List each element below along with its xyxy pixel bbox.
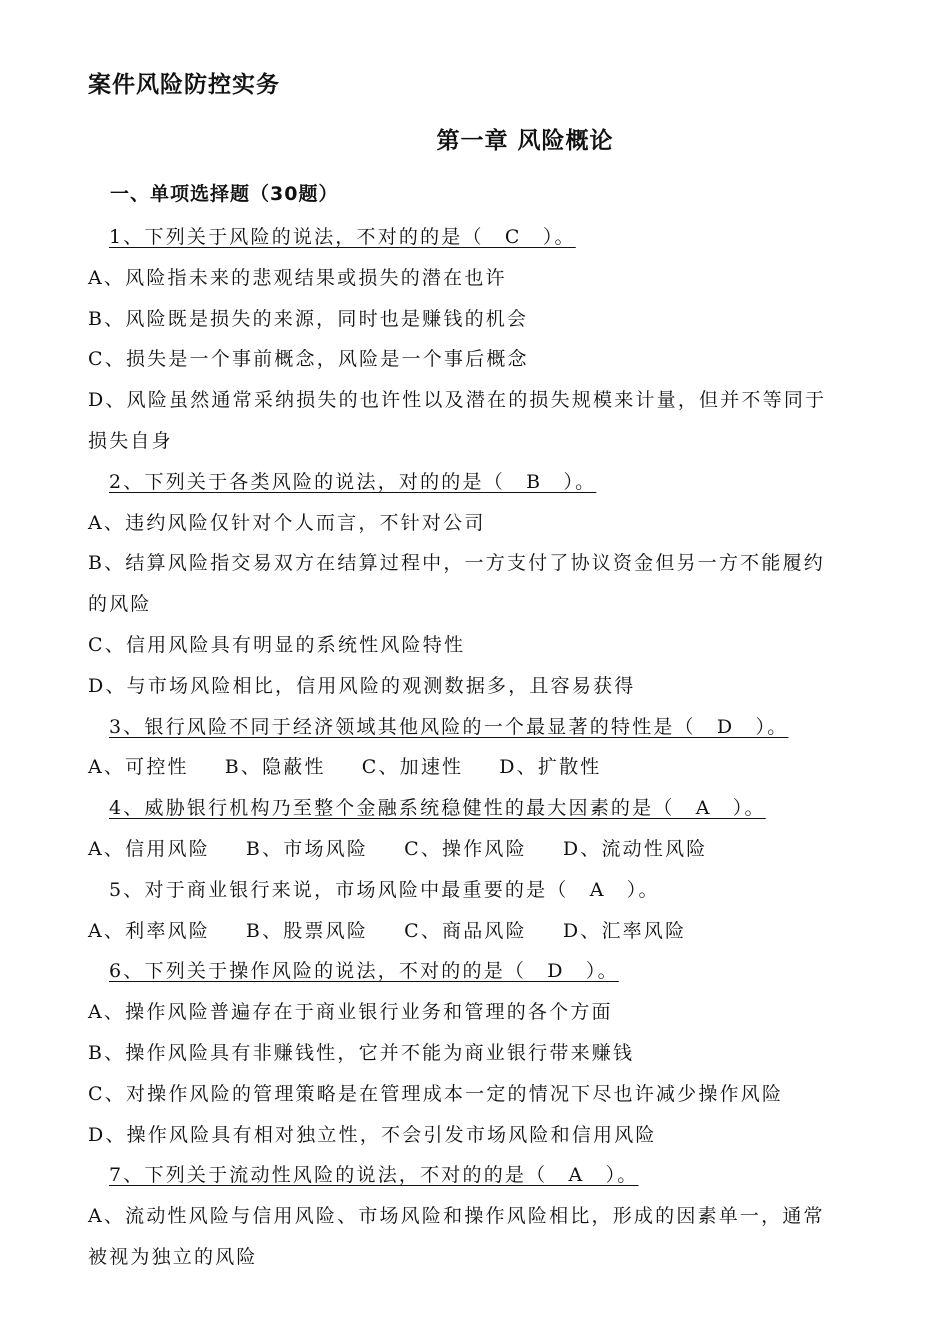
question-stem: 6、下列关于操作风险的说法，不对的的是（ D ）。 [109,960,619,983]
question-stem: 7、下列关于流动性风险的说法，不对的的是（ A ）。 [109,1164,639,1187]
option-line: 的风险 [88,593,152,616]
option: D、流动性风险 [562,837,708,860]
option-line: C、对操作风险的管理策略是在管理成本一定的情况下尽也许减少操作风险 [88,1082,784,1105]
option-line: A、违约风险仅针对个人而言，不针对公司 [88,511,486,534]
question-stem: 1、下列关于风险的说法，不对的的是（ C ）。 [109,226,576,248]
option: B、市场风险 [245,837,369,860]
option-line: 损失自身 [88,429,173,452]
option: C、商品风险 [404,919,527,942]
option: A、利率风险 [88,919,210,942]
option-line: A、流动性风险与信用风险、市场风险和操作风险相比，形成的因素单一，通常 [88,1205,825,1228]
option-row [88,829,866,870]
section-title: 一、单项选择题（30题） [110,183,339,205]
question-stem: 2、下列关于各类风险的说法，对的的是（ B ）。 [109,470,597,493]
option-line: D、操作风险具有相对独立性，不会引发市场风险和信用风险 [88,1123,657,1146]
option-line: D、风险虽然通常采纳损失的也许性以及潜在的损失规模来计量，但并不等同于 [88,389,827,412]
option: B、隐蔽性 [224,756,326,779]
option: A、信用风险 [88,837,210,860]
option-line: B、结算风险指交易双方在结算过程中，一方支付了协议资金但另一方不能履约 [88,552,825,575]
option-row [88,911,866,952]
option-line: D、与市场风险相比，信用风险的观测数据多，且容易获得 [88,674,636,697]
option: D、汇率风险 [562,919,687,942]
chapter-title: 第一章 风险概论 [436,128,614,154]
option-line: A、操作风险普遍存在于商业银行业务和管理的各个方面 [88,1001,613,1024]
option: A、可控性 [88,756,189,779]
option-line: B、风险既是损失的来源，同时也是赚钱的机会 [88,307,529,330]
option-line: A、风险指未来的悲观结果或损失的潜在也许 [88,266,507,289]
question-stem: 5、对于商业银行来说，市场风险中最重要的是（ A ）。 [109,878,660,901]
option-line: 被视为独立的风险 [88,1245,258,1268]
option: D、扩散性 [499,756,602,779]
option-line: C、损失是一个事前概念，风险是一个事后概念 [88,348,529,371]
option: B、股票风险 [245,919,369,942]
option-row [88,747,866,788]
document-title: 案件风险防控实务 [88,72,280,98]
option-line: C、信用风险具有明显的系统性风险特性 [88,633,466,656]
option-line: B、操作风险具有非赚钱性，它并不能为商业银行带来赚钱 [88,1041,635,1064]
question-stem: 4、威胁银行机构乃至整个金融系统稳健性的最大因素的是（ A ）。 [109,797,766,820]
question-list [88,217,866,1278]
option: C、加速性 [361,756,464,779]
question-stem: 3、银行风险不同于经济领域其他风险的一个最显著的特性是（ D ）。 [109,715,789,738]
option: C、操作风险 [404,837,527,860]
